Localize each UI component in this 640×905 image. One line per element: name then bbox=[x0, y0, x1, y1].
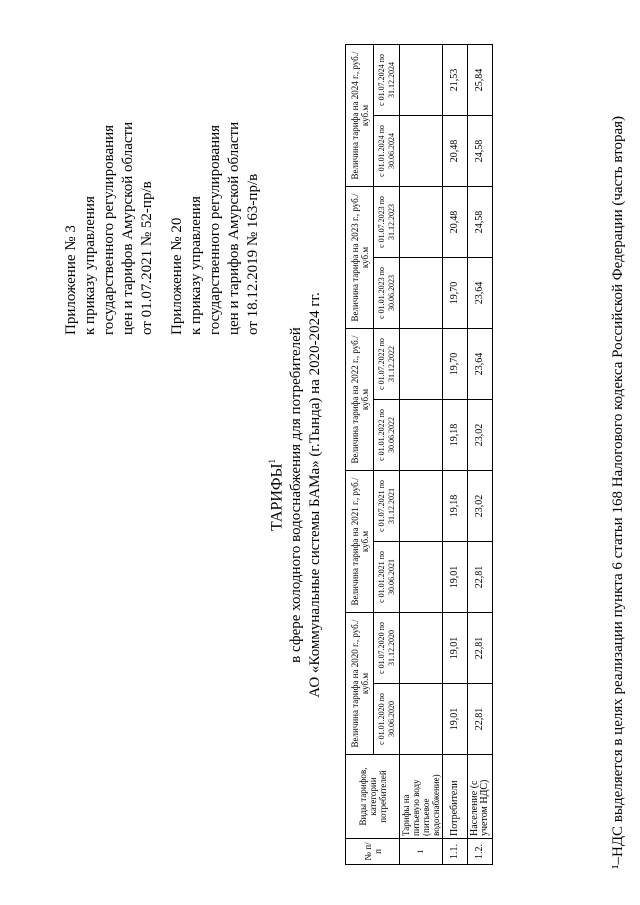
tariff-cell: 25,84 bbox=[468, 45, 493, 116]
tariff-cell: 19,70 bbox=[443, 258, 468, 329]
header-period: с 01.07.2024 по 31.12.2024 bbox=[374, 45, 400, 116]
tariff-cell: 23,64 bbox=[468, 329, 493, 400]
annex-line: Приложение № 3 bbox=[63, 225, 79, 335]
tariff-cell bbox=[400, 258, 443, 329]
header-period: с 01.01.2024 по 30.06.2024 bbox=[374, 116, 400, 187]
table-row bbox=[400, 45, 443, 865]
tariff-cell: 23,02 bbox=[468, 400, 493, 471]
tariff-cell bbox=[400, 400, 443, 471]
tariff-cell: 21,53 bbox=[443, 45, 468, 116]
row-name: Тарифы на питьевую воду (питьевое водоснабжение) bbox=[400, 755, 443, 839]
tariff-cell: 19,01 bbox=[443, 542, 468, 613]
header-num: № п/п bbox=[346, 839, 400, 865]
header-period: с 01.01.2020 по 30.06.2020 bbox=[374, 684, 400, 755]
footnote: ¹–НДС выделяется в целях реализации пункта 6 статьи 168 Налогового кодекса Российской Федерации (часть вторая) bbox=[610, 115, 626, 869]
header-year: Величина тарифа на 2023 г., руб./куб.м bbox=[346, 187, 374, 329]
header-year: Величина тарифа на 2020 г., руб./куб.м bbox=[346, 613, 374, 755]
table-row bbox=[443, 45, 468, 865]
row-num: 1.1. bbox=[443, 839, 468, 865]
tariff-cell bbox=[400, 187, 443, 258]
annex-line: государственного регулирования bbox=[101, 124, 117, 335]
row-num: 1 bbox=[400, 839, 443, 865]
annex-current bbox=[62, 122, 157, 335]
tariff-cell bbox=[400, 471, 443, 542]
tariff-cell bbox=[400, 116, 443, 187]
header-period: с 01.01.2023 по 30.06.2023 bbox=[374, 258, 400, 329]
tariff-cell: 19,70 bbox=[443, 329, 468, 400]
document-title bbox=[262, 145, 287, 845]
header-row bbox=[346, 45, 374, 865]
period-row bbox=[374, 45, 400, 865]
annex-line: от 01.07.2021 № 52-пр/в bbox=[139, 181, 155, 335]
tariff-cell: 20,48 bbox=[443, 116, 468, 187]
tariff-cell: 23,64 bbox=[468, 258, 493, 329]
row-name: Потребители bbox=[443, 755, 468, 839]
annex-line: к приказу управления bbox=[82, 196, 98, 335]
annex-line: цен и тарифов Амурской области bbox=[226, 121, 242, 335]
tariff-cell: 22,81 bbox=[468, 613, 493, 684]
tariff-cell bbox=[400, 45, 443, 116]
row-name: Население (с учетом НДС) bbox=[468, 755, 493, 839]
annex-line: к приказу управления bbox=[188, 196, 204, 335]
header-period: с 01.01.2021 по 30.06.2021 bbox=[374, 542, 400, 613]
title-footnote-mark: 1 bbox=[267, 458, 277, 464]
annex-line: от 18.12.2019 № 163-пр/в bbox=[245, 173, 261, 335]
row-num: 1.2. bbox=[468, 839, 493, 865]
annex-line: Приложение № 20 bbox=[169, 217, 185, 335]
header-period: с 01.07.2023 по 31.12.2023 bbox=[374, 187, 400, 258]
tariff-cell: 19,01 bbox=[443, 613, 468, 684]
tariff-cell: 20,48 bbox=[443, 187, 468, 258]
tariff-cell bbox=[400, 684, 443, 755]
title-text: ТАРИФЫ bbox=[268, 463, 286, 532]
header-type: Виды тарифов, категории потребителей bbox=[346, 755, 400, 839]
annex-line: государственного регулирования bbox=[207, 124, 223, 335]
header-period: с 01.07.2021 по 31.12.2021 bbox=[374, 471, 400, 542]
tariff-cell: 19,01 bbox=[443, 684, 468, 755]
tariff-cell: 22,81 bbox=[468, 684, 493, 755]
tariff-cell: 22,81 bbox=[468, 542, 493, 613]
header-period: с 01.07.2022 по 31.12.2022 bbox=[374, 329, 400, 400]
tariff-cell: 24,58 bbox=[468, 116, 493, 187]
tariff-table bbox=[345, 44, 493, 865]
title-block bbox=[262, 145, 325, 845]
header-period: с 01.01.2022 по 30.06.2022 bbox=[374, 400, 400, 471]
table-row bbox=[468, 45, 493, 865]
header-year: Величина тарифа на 2024 г., руб./куб.м bbox=[346, 45, 374, 187]
tariff-cell bbox=[400, 613, 443, 684]
subtitle-company: АО «Коммунальные системы БАМа» (г.Тында) на 2020-2024 гг. bbox=[307, 292, 324, 698]
tariff-cell bbox=[400, 329, 443, 400]
tariff-cell: 23,02 bbox=[468, 471, 493, 542]
tariff-cell: 19,18 bbox=[443, 400, 468, 471]
tariff-cell: 24,58 bbox=[468, 187, 493, 258]
header-year: Величина тарифа на 2021 г., руб./куб.м bbox=[346, 471, 374, 613]
header-year: Величина тарифа на 2022 г., руб./куб.м bbox=[346, 329, 374, 471]
subtitle: в сфере холодного водоснабжения для потребителей bbox=[288, 327, 305, 663]
tariff-cell: 19,18 bbox=[443, 471, 468, 542]
tariff-cell bbox=[400, 542, 443, 613]
annex-previous bbox=[168, 122, 263, 335]
header-period: с 01.07.2020 по 31.12.2020 bbox=[374, 613, 400, 684]
annex-line: цен и тарифов Амурской области bbox=[120, 121, 136, 335]
